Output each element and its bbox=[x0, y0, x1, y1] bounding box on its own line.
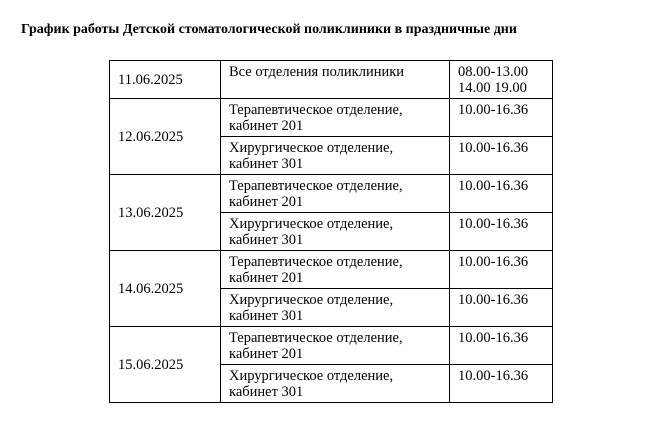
department-cell bbox=[221, 327, 450, 365]
hours-cell: 10.00-16.36 bbox=[450, 137, 553, 175]
hours-cell: 10.00-16.36 bbox=[450, 213, 553, 251]
department-name: Хирургическое отделение, bbox=[229, 292, 394, 308]
department-cell: Все отделения поликлиники bbox=[221, 61, 450, 99]
department-cell bbox=[221, 137, 450, 175]
room-number: кабинет 301 bbox=[229, 308, 304, 324]
department-cell bbox=[221, 289, 450, 327]
document-title: График работы Детской стоматологической поликлиники в праздничные дни bbox=[21, 22, 517, 37]
table-row bbox=[110, 61, 553, 99]
room-number: кабинет 201 bbox=[229, 346, 304, 362]
department-name: Хирургическое отделение, bbox=[229, 216, 394, 232]
room-number: кабинет 201 bbox=[229, 194, 304, 210]
table-row bbox=[110, 99, 553, 137]
department-cell bbox=[221, 251, 450, 289]
room-number: кабинет 201 bbox=[229, 270, 304, 286]
date-cell: 15.06.2025 bbox=[110, 327, 221, 403]
hours-cell: 10.00-16.36 bbox=[450, 327, 553, 365]
department-name: Хирургическое отделение, bbox=[229, 368, 394, 384]
department-name: Терапевтическое отделение, bbox=[229, 178, 403, 194]
hours-cell: 10.00-16.36 bbox=[450, 251, 553, 289]
department-name: Терапевтическое отделение, bbox=[229, 102, 403, 118]
hours-cell bbox=[450, 61, 553, 99]
hours-line: 08.00-13.00 bbox=[458, 64, 529, 80]
room-number: кабинет 201 bbox=[229, 118, 304, 134]
department-name: Хирургическое отделение, bbox=[229, 140, 394, 156]
department-name: Терапевтическое отделение, bbox=[229, 254, 403, 270]
date-cell: 13.06.2025 bbox=[110, 175, 221, 251]
table-row bbox=[110, 251, 553, 289]
room-number: кабинет 301 bbox=[229, 384, 304, 400]
hours-cell: 10.00-16.36 bbox=[450, 175, 553, 213]
schedule-table bbox=[109, 60, 553, 403]
room-number: кабинет 301 bbox=[229, 156, 304, 172]
department-name: Терапевтическое отделение, bbox=[229, 330, 403, 346]
department-cell bbox=[221, 175, 450, 213]
hours-cell: 10.00-16.36 bbox=[450, 99, 553, 137]
hours-cell: 10.00-16.36 bbox=[450, 289, 553, 327]
room-number: кабинет 301 bbox=[229, 232, 304, 248]
date-cell: 12.06.2025 bbox=[110, 99, 221, 175]
table-row bbox=[110, 175, 553, 213]
department-cell bbox=[221, 365, 450, 403]
department-cell bbox=[221, 213, 450, 251]
date-cell: 11.06.2025 bbox=[110, 61, 221, 99]
table-row bbox=[110, 327, 553, 365]
hours-line: 14.00 19.00 bbox=[458, 80, 527, 96]
hours-cell: 10.00-16.36 bbox=[450, 365, 553, 403]
department-cell bbox=[221, 99, 450, 137]
date-cell: 14.06.2025 bbox=[110, 251, 221, 327]
